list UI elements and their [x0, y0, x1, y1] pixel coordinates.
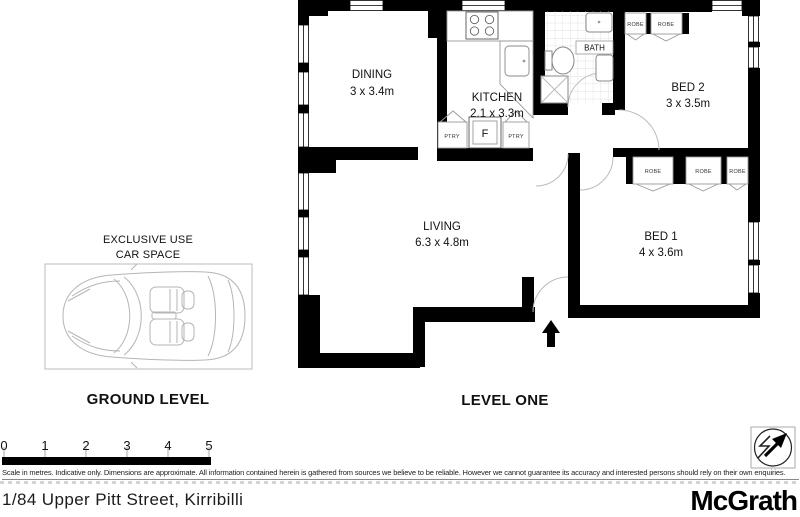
scale-tick-label: 3: [123, 438, 131, 453]
bath-sink-top-drain: [598, 21, 601, 24]
entry-arrow-icon: [542, 320, 560, 347]
bath-sink-side: [596, 55, 613, 81]
entry-door-arc: [533, 277, 568, 312]
kitchen-sink-tap: [523, 60, 526, 63]
room-dining-label: DINING: [351, 69, 393, 81]
mcgrath-logo: McGrath: [690, 485, 797, 516]
level-one-plan: [298, 0, 760, 409]
disclaimer-text: Scale in metres. Indicative only. Dimensions are approximate. All information contained herein is gathered from sources we believe to be reliable. However we cannot guarantee its accuracy and interested persons should rely on their own enquiries.: [2, 468, 799, 480]
carspace-outline: [45, 264, 252, 369]
ground-level-plan: [45, 234, 252, 408]
carspace-title-line1: EXCLUSIVE USE: [102, 234, 194, 246]
fridge-label: F: [481, 128, 489, 140]
room-living-label: LIVING: [423, 221, 461, 233]
hatch-divider: [0, 481, 800, 484]
scale-numbers: [0, 438, 212, 453]
robe-hanger-mark: [636, 184, 670, 191]
level-one-title: LEVEL ONE: [461, 392, 549, 409]
north-compass-icon: [751, 427, 795, 468]
room-kitchen-dims: 2.1 x 3.3m: [470, 108, 524, 120]
scale-tick-label: 1: [41, 438, 49, 453]
robe-label: ROBE: [657, 22, 675, 28]
robe-hanger-mark: [729, 184, 746, 190]
scale-tick-label: 2: [82, 438, 90, 453]
kitchen-sink: [505, 46, 529, 76]
room-bed2-dims: 3 x 3.5m: [665, 98, 711, 110]
scale-tick-label: 5: [205, 438, 213, 453]
scale-bar: [0, 438, 212, 465]
scale-tick-label: 4: [164, 438, 172, 453]
car-icon: [63, 264, 245, 368]
bath-fixtures: [541, 11, 613, 103]
robe-label: ROBE: [695, 169, 712, 175]
room-bed2-label: BED 2: [671, 82, 705, 94]
robe-label: ROBE: [627, 22, 644, 28]
room-bath-label: BATH: [584, 43, 605, 53]
property-address: 1/84 Upper Pitt Street, Kirribilli: [2, 490, 244, 509]
room-kitchen-label: KITCHEN: [471, 92, 523, 104]
scale-bar-rule: [2, 457, 211, 465]
ground-level-title: GROUND LEVEL: [86, 391, 210, 408]
toilet-tank: [545, 51, 552, 70]
robe-label: ROBE: [729, 169, 746, 175]
scale-tick-label: 0: [0, 438, 8, 453]
robe-hanger-mark: [627, 34, 644, 40]
stove: [466, 12, 498, 39]
pantry-label: PTRY: [508, 134, 524, 140]
robe-label: ROBE: [644, 169, 662, 175]
room-dining-dims: 3 x 3.4m: [349, 86, 395, 98]
room-living-dims: 6.3 x 4.8m: [415, 237, 469, 249]
robe-hanger-mark: [689, 184, 718, 191]
bed2-door-arc: [619, 110, 659, 150]
robe-hanger-mark: [653, 34, 680, 41]
hall-living-door-arc: [536, 154, 568, 186]
toilet-bowl: [552, 47, 574, 74]
carspace-title-line2: CAR SPACE: [115, 249, 181, 261]
bed1-door-arc: [580, 157, 613, 190]
room-bed1-label: BED 1: [644, 231, 678, 243]
pantry-label: PTRY: [444, 134, 460, 140]
room-bed1-dims: 4 x 3.6m: [638, 247, 684, 259]
